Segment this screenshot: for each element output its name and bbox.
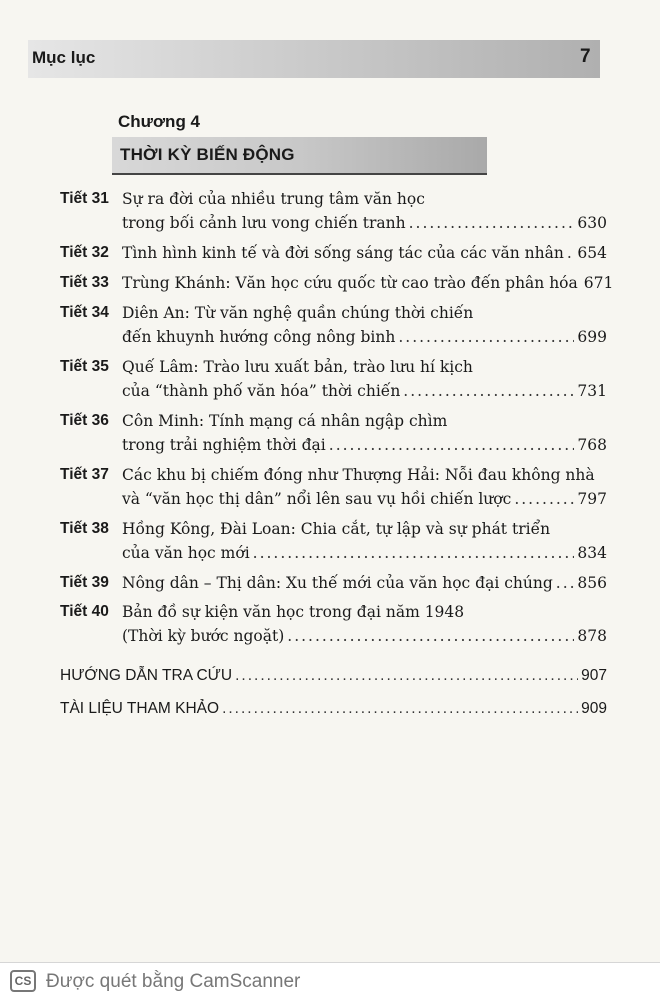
toc-entry-page: 834 <box>577 544 607 562</box>
toc-entry-title-line: Diên An: Từ văn nghệ quần chúng thời chiến <box>122 304 474 322</box>
toc-entry-title-line: Quế Lâm: Trào lưu xuất bản, trào lưu hí kịch <box>122 358 473 376</box>
toc-entry-page: 909 <box>581 700 607 717</box>
toc-appendix-references: TÀI LIỆU THAM KHẢO ..... 909 <box>60 700 607 718</box>
page-number: 7 <box>580 46 591 67</box>
toc-entry-number: Tiết 39 <box>60 574 109 591</box>
toc-entry-page: 907 <box>581 667 607 684</box>
toc-entry-title-line: Hồng Kông, Đài Loan: Chia cắt, tự lập và sự phát triển <box>122 520 551 538</box>
toc-entry-number: Tiết 38 <box>60 520 109 537</box>
toc-entry-number: Tiết 40 <box>60 603 109 620</box>
dot-leader <box>329 436 575 454</box>
dot-leader <box>514 490 574 508</box>
toc-entry-page: 731 <box>577 382 607 400</box>
toc-entry-page: 671 <box>583 274 614 292</box>
dot-leader <box>398 328 574 346</box>
scanner-footer <box>0 962 660 1001</box>
toc-entry-last-line: Tình hình kinh tế và đời sống sáng tác của các văn nhân ..... 654 <box>122 244 607 262</box>
dot-leader <box>287 627 574 645</box>
scanner-watermark-text: Được quét bằng CamScanner <box>46 971 301 992</box>
toc-entry-number: Tiết 35 <box>60 358 109 375</box>
toc-entry-number: Tiết 36 <box>60 412 109 429</box>
toc-entry-last-line: của văn học mới ..... 834 <box>122 544 607 562</box>
dot-leader <box>567 244 575 262</box>
header-bar <box>28 40 600 78</box>
chapter-title: THỜI KỲ BIẾN ĐỘNG <box>120 145 295 164</box>
running-header-title: Mục lục <box>32 48 96 67</box>
toc-entry-page: 699 <box>577 328 607 346</box>
toc-entry-last-line: Nông dân – Thị dân: Xu thế mới của văn học đại chúng ..... 856 <box>122 574 607 592</box>
toc-entry-title-line: Sự ra đời của nhiều trung tâm văn học <box>122 190 425 208</box>
toc-entry-last-line: đến khuynh hướng công nông binh ..... 699 <box>122 328 607 346</box>
chapter-label: Chương 4 <box>118 112 201 131</box>
toc-appendix-index: HƯỚNG DẪN TRA CỨU ..... 907 <box>60 667 607 685</box>
toc-entry-number: Tiết 33 <box>60 274 109 291</box>
toc-entry-title-line: Các khu bị chiếm đóng như Thượng Hải: Nỗi đau không nhà <box>122 466 595 484</box>
toc-entry-page: 856 <box>577 574 607 592</box>
camscanner-logo-icon: CS <box>10 970 36 992</box>
toc-entry-title-line: Côn Minh: Tính mạng cá nhân ngập chìm <box>122 412 448 430</box>
dot-leader <box>235 667 578 685</box>
toc-entry-last-line: trong bối cảnh lưu vong chiến tranh ..... 630 <box>122 214 607 232</box>
toc-entry-page: 630 <box>577 214 607 232</box>
dot-leader <box>409 214 575 232</box>
toc-entry-number: Tiết 32 <box>60 244 109 261</box>
toc-entry-number: Tiết 34 <box>60 304 109 321</box>
toc-entry-page: 878 <box>577 627 607 645</box>
dot-leader <box>556 574 575 592</box>
toc-entry-page: 768 <box>577 436 607 454</box>
toc-entry-number: Tiết 37 <box>60 466 109 483</box>
toc-entry-last-line: trong trải nghiệm thời đại ..... 768 <box>122 436 607 454</box>
dot-leader <box>222 700 578 718</box>
toc-entry-last-line: Trùng Khánh: Văn học cứu quốc từ cao trào đến phân hóa 671 <box>122 274 614 292</box>
toc-entry-number: Tiết 31 <box>60 190 109 207</box>
toc-entry-last-line: và “văn học thị dân” nổi lên sau vụ hồi chiến lược ..... 797 <box>122 490 607 508</box>
dot-leader <box>403 382 574 400</box>
toc-entry-last-line: (Thời kỳ bước ngoặt) ..... 878 <box>122 627 607 645</box>
toc-entry-last-line: của “thành phố văn hóa” thời chiến ..... 731 <box>122 382 607 400</box>
dot-leader <box>253 544 575 562</box>
toc-entry-page: 797 <box>577 490 607 508</box>
toc-entry-page: 654 <box>577 244 607 262</box>
toc-entry-title-line: Bản đồ sự kiện văn học trong đại năm 1948 <box>122 603 465 621</box>
